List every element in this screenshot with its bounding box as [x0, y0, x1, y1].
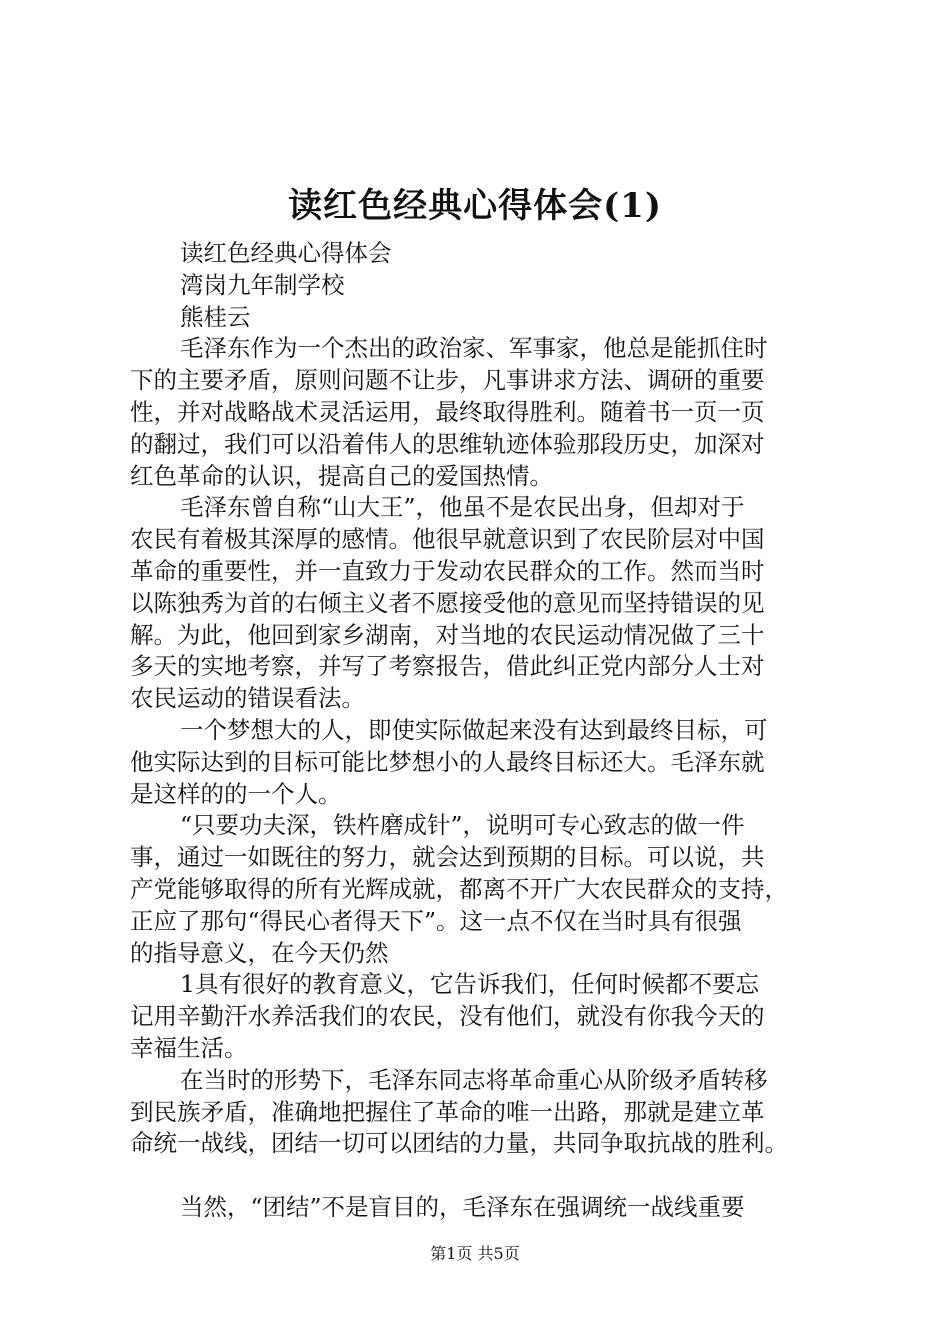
paragraph-line: 毛泽东作为一个杰出的政治家、军事家，他总是能抓住时: [180, 334, 768, 363]
paragraph-line: 下的主要矛盾，原则问题不让步，凡事讲求方法、调研的重要: [130, 366, 765, 395]
page-title: 读红色经典心得体会(1): [288, 186, 662, 226]
paragraph-line: 一个梦想大的人，即使实际做起来没有达到最终目标，可: [180, 715, 768, 744]
page-number-footer: 第1页 共5页: [430, 1244, 520, 1263]
paragraph-line: 幸福生活。: [130, 1033, 248, 1062]
paragraph-line: 解。为此，他回到家乡湖南，对当地的农民运动情况做了三十: [130, 620, 765, 649]
paragraph-line: 命统一战线，团结一切可以团结的力量，共同争取抗战的胜利。: [130, 1129, 788, 1158]
paragraph-line: 产党能够取得的所有光辉成就，都离不开广大农民群众的支持，: [130, 874, 788, 903]
paragraph-line: 记用辛勤汗水养活我们的农民，没有他们，就没有你我今天的: [130, 1002, 765, 1031]
header-line: 读红色经典心得体会: [180, 239, 392, 267]
paragraph-line: 1具有很好的教育意义，它告诉我们，任何时候都不要忘: [180, 970, 759, 999]
paragraph-line: 的指导意义，在今天仍然: [130, 938, 389, 967]
paragraph-line: 以陈独秀为首的右倾主义者不愿接受他的意见而坚持错误的见: [130, 588, 765, 617]
paragraph-line: 是这样的的一个人。: [130, 779, 342, 808]
header-line: 熊桂云: [180, 302, 251, 331]
paragraph-line: 多天的实地考察，并写了考察报告，借此纠正党内部分人士对: [130, 652, 765, 681]
paragraph: [130, 810, 830, 969]
paragraph-line: 红色革命的认识，提高自己的爱国热情。: [130, 461, 553, 490]
paragraph-line: 到民族矛盾，准确地把握住了革命的唯一出路，那就是建立革: [130, 1097, 765, 1126]
paragraph-line: 在当时的形势下，毛泽东同志将革命重心从阶级矛盾转移: [180, 1065, 768, 1094]
paragraph-line: 性，并对战略战术灵活运用，最终取得胜利。随着书一页一页: [130, 397, 765, 426]
paragraph: [130, 1065, 830, 1160]
paragraph-line: 正应了那句“得民心者得天下”。这一点不仅在当时具有很强: [130, 906, 742, 935]
paragraph: [130, 715, 830, 810]
paragraph-line: “只要功夫深，铁杵磨成针”，说明可专心致志的做一件: [180, 811, 745, 840]
paragraph-line: 当然，“团结”不是盲目的，毛泽东在强调统一战线重要: [180, 1193, 745, 1222]
document-body: [130, 238, 830, 1224]
paragraph-line: 的翻过，我们可以沿着伟人的思维轨迹体验那段历史，加深对: [130, 429, 765, 458]
paragraph-line: 事，通过一如既往的努力，就会达到预期的目标。可以说，共: [130, 843, 765, 872]
paragraph-line: 毛泽东曾自称“山大王”，他虽不是农民出身，但却对于: [180, 493, 745, 522]
paragraph-line: 他实际达到的目标可能比梦想小的人最终目标还大。毛泽东就: [130, 747, 765, 776]
paragraph-line: 农民运动的错误看法。: [130, 684, 365, 713]
paragraph: [130, 333, 830, 492]
paragraph-line: 农民有着极其深厚的感情。他很早就意识到了农民阶层对中国: [130, 525, 765, 554]
header-line: 湾岗九年制学校: [180, 270, 345, 299]
paragraph-line: 革命的重要性，并一直致力于发动农民群众的工作。然而当时: [130, 556, 765, 585]
paragraph-gap: [130, 1160, 830, 1192]
paragraph: [130, 492, 830, 715]
paragraph: [130, 969, 830, 1064]
